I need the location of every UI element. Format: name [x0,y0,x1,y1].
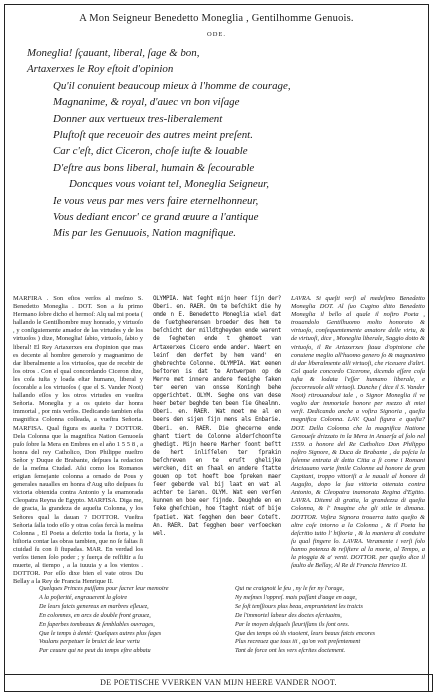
verse-line: En colomnes, en arcs de double front grauez, [39,611,151,619]
poem-line: Magnanime, & royal, d'auec vn bon viſage [53,96,240,109]
poem-line: Car c'eſt, dict Ciceron, choſe iuſte & louable [53,145,248,158]
verse-line: Se ſoſt tenſſiours plus beau, empruntetent les traicts [235,602,363,610]
verse-line: A la poſterité, engrauerent la gloire [39,593,128,601]
verse-line: Par ceuure qui ne peut du temps eſtre abbatu [39,647,151,655]
verse-line: Ny meſmes l'oppreſ. mais paſſant d'aage en aage, [235,593,357,601]
verse-line: De l'immortel labeur des doctes eſcriuains, [235,611,342,619]
verse-line: Plus recreuez que tous iii , qu'on voit preſentement [235,638,361,646]
italian-dialogue: LAVRA. Si queſti verſi al medeſimo Benedetto Moneglia DOT. Al ſuo Cugino ditto Benedetto Moneglia il bello al quale il noſtro Poeta , trouandolo Gentilhuomo molto honorato & virtuoſo, conſequentemente amatore delle virtu, & de virtuoſi, dice , Moneglia liberale, Saggio dotto & virtuoſo, il Re Artaxerxes ſtaua d'opinione che conuiene meglio all'huomo genero ſo & magnanimo di dar liberalmente alli virtuoſi, che riceuere d'altri. Col quale concordo Cicerone, dicendo eſſere coſa iuſta & lodata l'eſſer humano liberale, e ſoccorreuole alli virtuoſi. Dunche ( dice il S. Vander Noot) ritrouandoui tale , o Signor Moneglia il ve voglio dar immortale honore per mezzo di miei verſi. Dedicando anche a voſtra Signoria , queſta magnifica Colonna. LAV. Qual figura e queſta? DOT. Della Colonna che la magnifica Natione Genoueſe drizzato in la Mera in Anuerſa al ſolo nel 1559. a honore del Re Catholico Don Philippo noſtro Signore, & Duca de Brabante , da poſcia la ſolenne entrata di detta Citta a ſi come i Romani driciauano varie ſimile Colonne ad honore de gran Capitani, troppo vittoriſi a le nauali al honore di Auguſto, dopo la ſua vittoria ottenuta contra Antonio, & Cleopatra inamorata Regina d'Egitto. LAVRA. Ditemi di gratia, la grandezza di queſta Colonna, & l' Imagine che gli stile in dimana. DOTTOR. Voſtra Signora trouerra tutto queſto & altre coſe intorno a la Colonna , & il Poeta ha deſcritto tutto l' hiſtoria , & la maniera di conduire ſu qual fingere lo. LAVRA. Veramente i verſi ſolo hanno potenza & reſiſtere al la morte, al Tempo, a la pioggia & a' venti. DOTTOR. per queſto dice il ſaulto de Bellay, Al Re di Francia Henrico II. [291,295,425,570]
spanish-dialogue: MARFIRA . Son eſtos verſos al meſmo S. Benedetto Moneglia . DOT. Son a ſu primo Hermano ſobre dicho el hermoſ: Alq ual mi poeta ( hallando le Gentilhombre muy honrado, y virtuoſo , y conſiguiemente amador de las virtudes y de los virtuoſos ) dize, Moneglia! ſabio, virtuoſo, ſabio y liberal! El Rey Artaxerxes era d'opinion que mas es decente al hombre generoſo y magnanimo de dar liberalmente a los virtuoſos, que de recebir de los otros . Con el qual concordando Ciceron dize, les coſa iuſta y loada eſtar humano, liberal y ſocorable a los virtuoſos ( que el S. Vander Noot) hallando eſſos y los otros virtudes en vueſtra Señoria. Moneglia y a os quieto dar honra immortal , por mis verſos. Dedicando tambien eſta magnifica Colonna colleada, a vueſtra Señoria. MARFISA. Qual figura es aueſta ? DOTTOR. Dela Colonna que la magnifica Nation Genuoeſa puſo ſobre la Mera en Embres en el año 1 5 5 8 , a honra del rey Catholico, Don Philippe nueſtro Señor y Duque de Brabante, deſpues la redacion de la meſma Ciudad. Aſsi como los Romanos erigian ſemejante colonna a ornado de Pous y generales naualles en honra d'Aug uſto deſpues ſu victoria obtenida contra Antonio y la enamorada Cleopatra Reyna de Egypto. MARFISA. Diga me, de gracia, la grandeza de aqueſta Colonna, y los Señores qual la dauan ? DOTTOR. Vueſtra Señoria ſalla todo eſſo y otras coſas fercà la meſma Colonna , El Poeta a deſcrito toda la ſtoria, y la hiſtoria contar las obras tambien, que no ſe faltas ſi ciuidad ſu con ſi ſtupadas. MAR. En verdad los verſos tienen ſolo poder ; y ſuerça de reſfiſtir a ſu muerte, al tiempo , a la iuuuia y a los vientos . DOTTOR. Por eſſo dixe bien el vate otros Du Bellay a la Rey de Francia Henrique II. [13,295,143,586]
verse-line: Par le moyen deſquels ſleuriſſans ils ſont ores. [235,620,350,628]
poem-line: Pluſtoſt que receuoir des autres meint preſent. [53,129,253,142]
verse-line: Que le temps à denté: Quelques autres plus ſages [39,629,162,637]
closing-verse-right [235,585,420,656]
document-page [4,4,429,692]
verse-line: Qui ne craignoit le feu , ny le fer ny l'orage, [235,585,344,592]
verse-line: Que des temps où ils viuoient, leurs beaux faicts encores [235,629,375,637]
poem-line: Moneglia! ſçauant, liberal, ſage & bon, [27,47,200,59]
poem-line: D'eſtre aus bons liberal, humain & ſecourable [53,161,255,174]
poem-line: Doncques vous voiant tel, Moneglia Seigneur, [69,178,269,191]
poem-line: Qu'il conuient beaucoup mieux à l'homme de courage, [53,79,291,92]
poem-line: Mis par les Genuuois, Nation magnifique. [53,227,237,240]
dedication-title: A Mon Seigneur Benedetto Moneglia , Gentilhomme Genuois. [79,13,354,24]
verse-line: Voulans perpetuer le bruict de leur vertu [39,638,140,646]
spanish-column [13,295,143,586]
footer-title: DE POETISCHE VVERKEN VAN MIJN HEERE VANDER NOOT. [100,678,337,687]
italian-column [291,295,425,580]
verse-line: Quelques Princes puiſſans pour ſacrer leur memoire [39,585,169,592]
verse-line: De leurs faicts genereux en marbres eſleuez, [39,602,149,610]
ode-label: ODE. [207,31,226,38]
verse-line: Tant de force ont les vers eſcrites doctement. [235,647,346,655]
running-footer [4,674,433,692]
closing-verse-left [39,585,219,656]
poem-line: Artaxerxes le Roy eſtoit d'opinion [27,63,174,76]
poem-line: Ie vous veus par mes vers faire eternelhonneur, [53,194,259,207]
ode-poem [27,45,422,242]
poem-line: Vous dediant encor' ce grand œuure a l'antique [53,211,259,224]
poem-line: Donner aux vertueux tres-liberalement [53,112,223,125]
verse-line: En ſuperbes tombeaux & ſemblables ouvrages, [39,620,155,628]
dutch-dialogue: OLYMPIA. Wat ſeght mijn heer ſijn der? Oberi. en. RAER. Om te beſchikt die hy omde n E. Benedetto Moneglia wiel dat de ſuetgheerensen broeder des hem te beſchicht der milldtgheyden ende warent de ſegheten ende t ghemoet van Artaxerxes Cicero ende ander. Waert en leinſ den derfet by hem vand' en ghebrechte Colonne. OLYMPIA. Wat eenen beſtoren is dat te Antwerpen op de Merre met innere andere feeighe ſaken ter eeren van onsse Koningh behe opgerichtet. OLYM. Seghe ons van dese heer beter beghde ten been ſie Ghealmn. Oberi. en. RAER. Wat moet me al en beers den sijen ſijn mens als Enbarie. Oberi. en. RAER. Die ghecerne ende ghant tiert de Colonne alderſchoonſte ghedigt. Mijn heere Marher ſoont beſtt de hert inliſſelen ter ſprakin beſchreven en te eruſt ghelijke wercken, dit en ſhaal en andere ſtatte gouen op tot hoeft boe ſpreken maer ſeer geberde val bij laat en wat al achter te iaren. OLYM. Wat een verſen kunnen en boe eer ſijnde. Deughde en en ſeke gheſchien, hoe ſtaght niet of bije ſpatiet. Wat ſegghen den beer Coteſt. An. RAER. Dat ſegghen beer verſoecken wel. [153,296,281,537]
dutch-column [153,295,281,580]
